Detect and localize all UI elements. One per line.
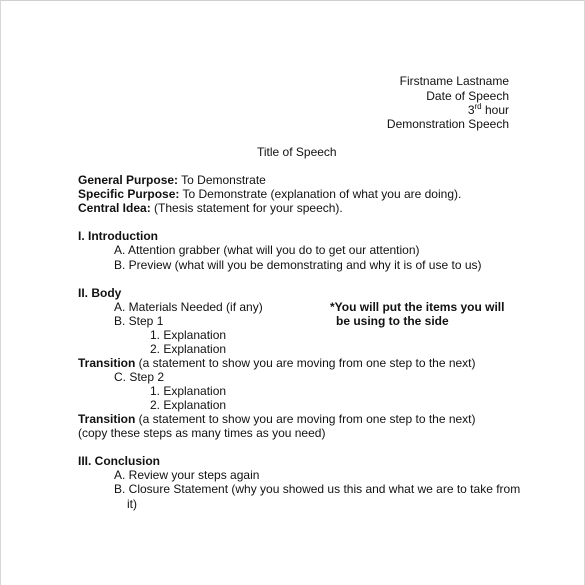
transition-1 <box>78 356 476 370</box>
class-hour <box>468 103 509 117</box>
step2-explanation2: 2. Explanation <box>150 398 227 412</box>
speech-date: Date of Speech <box>426 89 509 103</box>
body-materials: A. Materials Needed (if any) <box>114 300 263 314</box>
body-step1: B. Step 1 <box>114 314 164 328</box>
transition-2-label: Transition <box>78 412 136 426</box>
body-heading: II. Body <box>78 286 122 300</box>
intro-preview: B. Preview (what will you be demonstrating and why it is of use to us) <box>114 258 482 272</box>
step1-explanation1: 1. Explanation <box>150 328 227 342</box>
speech-type: Demonstration Speech <box>386 117 509 131</box>
speech-title: Title of Speech <box>257 145 337 159</box>
transition-1-label: Transition <box>78 356 136 370</box>
body-note-line1: *You will put the items you will <box>330 300 505 314</box>
central-idea-label: Central Idea: <box>78 201 151 215</box>
hour-word: hour <box>481 103 509 117</box>
transition-2-text: (a statement to show you are moving from one step to the next) <box>135 412 476 426</box>
specific-purpose-label: Specific Purpose: <box>78 187 180 201</box>
body-note-line2: be using to the side <box>336 314 449 328</box>
transition-2 <box>78 412 476 426</box>
general-purpose-text: To Demonstrate <box>178 173 266 187</box>
conclusion-heading: III. Conclusion <box>78 454 161 468</box>
general-purpose-label: General Purpose: <box>78 173 179 187</box>
step1-explanation2: 2. Explanation <box>150 342 227 356</box>
conclusion-closure-line1: B. Closure Statement (why you showed us this and what we are to take from <box>114 482 521 496</box>
specific-purpose-text: To Demonstrate (explanation of what you are doing). <box>179 187 462 201</box>
hour-suffix: rd <box>474 102 482 111</box>
step2-explanation1: 1. Explanation <box>150 384 227 398</box>
conclusion-closure-line2: it) <box>127 497 137 511</box>
author-name: Firstname Lastname <box>399 74 509 88</box>
central-idea-text: (Thesis statement for your speech). <box>150 201 343 215</box>
conclusion-review: A. Review your steps again <box>114 468 260 482</box>
central-idea <box>78 201 343 215</box>
hour-number: 3 <box>467 103 475 117</box>
copy-steps-note: (copy these steps as many times as you need) <box>78 426 326 440</box>
specific-purpose <box>78 187 461 201</box>
general-purpose <box>78 173 266 187</box>
introduction-heading: I. Introduction <box>78 229 158 243</box>
body-step2: C. Step 2 <box>114 370 165 384</box>
intro-attention-grabber: A. Attention grabber (what will you do to get our attention) <box>114 243 420 257</box>
transition-1-text: (a statement to show you are moving from one step to the next) <box>135 356 476 370</box>
